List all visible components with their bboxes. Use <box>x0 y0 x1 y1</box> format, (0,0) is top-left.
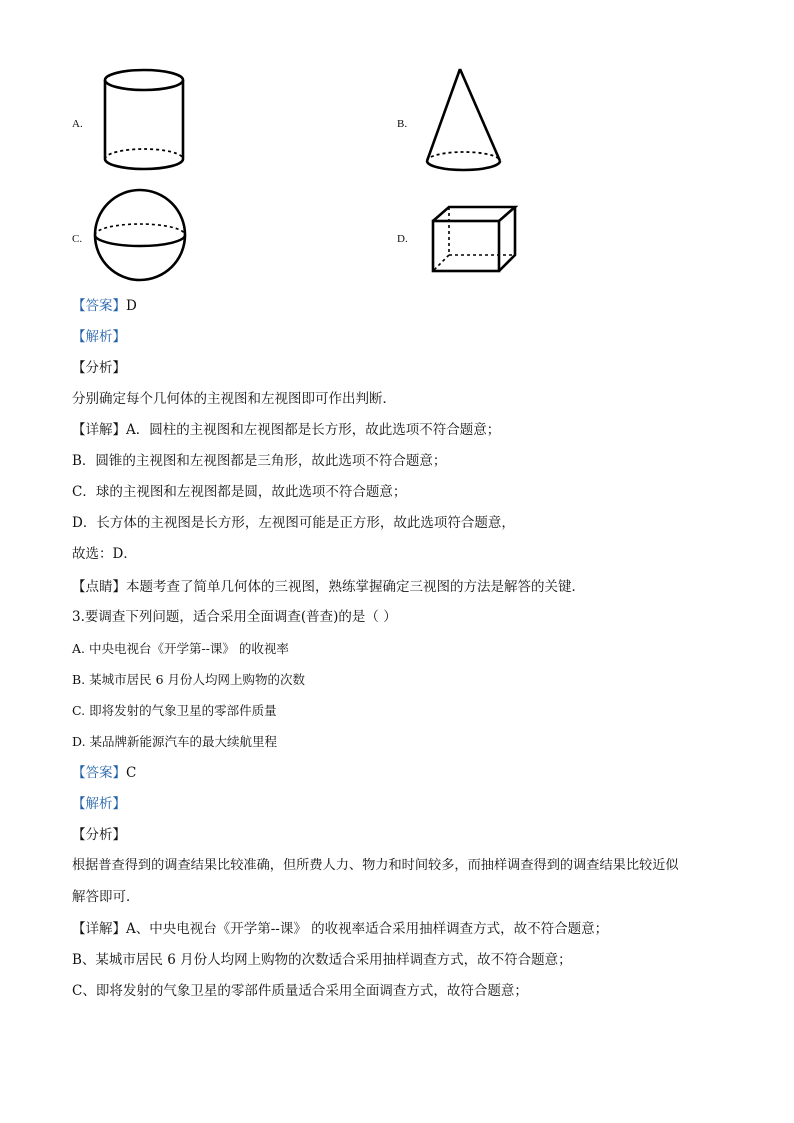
option-d-label: D. <box>397 233 408 245</box>
fenxi-line-2: 解答即可． <box>72 889 140 905</box>
q3-answer-line <box>72 764 136 782</box>
answer-value: D <box>126 298 137 314</box>
detail-c: C．球的主视图和左视图都是圆，故此选项不符合题意； <box>72 484 407 500</box>
option-c-label: C. <box>72 233 83 245</box>
option-a-label: A. <box>72 118 83 130</box>
detail-b: B．圆锥的主视图和左视图都是三角形，故此选项不符合题意； <box>72 453 447 469</box>
cylinder-icon <box>100 66 190 176</box>
cone-icon <box>424 66 504 176</box>
dianjing-line <box>72 578 585 596</box>
q3-option-d: D. 某品牌新能源汽车的最大续航里程 <box>72 734 278 749</box>
detail-line-a <box>72 421 500 439</box>
choose-line: 故选：D． <box>72 546 137 562</box>
q3-option-b: B. 某城市居民 6 月份人均网上购物的次数 <box>72 672 306 687</box>
dianjing-text: 本题考查了简单几何体的三视图，熟练掌握确定三视图的方法是解答的关键． <box>126 579 585 595</box>
detail-a: A．圆柱的主视图和左视图都是长方形，故此选项不符合题意； <box>126 422 501 438</box>
detail-c: C、即将发射的气象卫星的零部件质量适合采用全面调查方式，故符合题意； <box>72 983 528 999</box>
q3-option-c: C. 即将发射的气象卫星的零部件质量 <box>72 703 277 718</box>
detail-line-a <box>72 920 608 938</box>
dianjing-tag: 【点睛】 <box>72 579 126 595</box>
detail-a: A、中央电视台《开学第--课》 的收视率适合采用抽样调查方式，故不符合题意； <box>126 921 609 937</box>
detail-tag: 【详解】 <box>72 422 126 438</box>
detail-b: B、某城市居民 6 月份人均网上购物的次数适合采用抽样调查方式，故不符合题意； <box>72 952 572 968</box>
fenxi-tag: 【分析】 <box>72 827 126 843</box>
q2-answer-line <box>72 297 137 315</box>
answer-value: C <box>126 765 137 781</box>
cuboid-icon <box>430 202 522 276</box>
sphere-icon <box>92 187 192 285</box>
analysis-tag: 【解析】 <box>72 329 126 345</box>
answer-tag: 【答案】 <box>72 765 126 781</box>
q3-option-a: A. 中央电视台《开学第--课》 的收视率 <box>72 641 289 656</box>
detail-d: D．长方体的主视图是长方形，左视图可能是正方形，故此选项符合题意， <box>72 515 515 531</box>
fenxi-text: 分别确定每个几何体的主视图和左视图即可作出判断． <box>72 391 396 407</box>
fenxi-tag: 【分析】 <box>72 360 126 376</box>
option-b-label: B. <box>397 118 408 130</box>
fenxi-line-1: 根据普查得到的调查结果比较准确，但所费人力、物力和时间较多，而抽样调查得到的调查结果比较近似 <box>72 858 679 873</box>
detail-tag: 【详解】 <box>72 921 126 937</box>
analysis-tag: 【解析】 <box>72 796 126 812</box>
q3-stem: 3.要调查下列问题，适合采用全面调查(普查)的是（ ） <box>72 609 397 625</box>
answer-tag: 【答案】 <box>72 298 126 314</box>
